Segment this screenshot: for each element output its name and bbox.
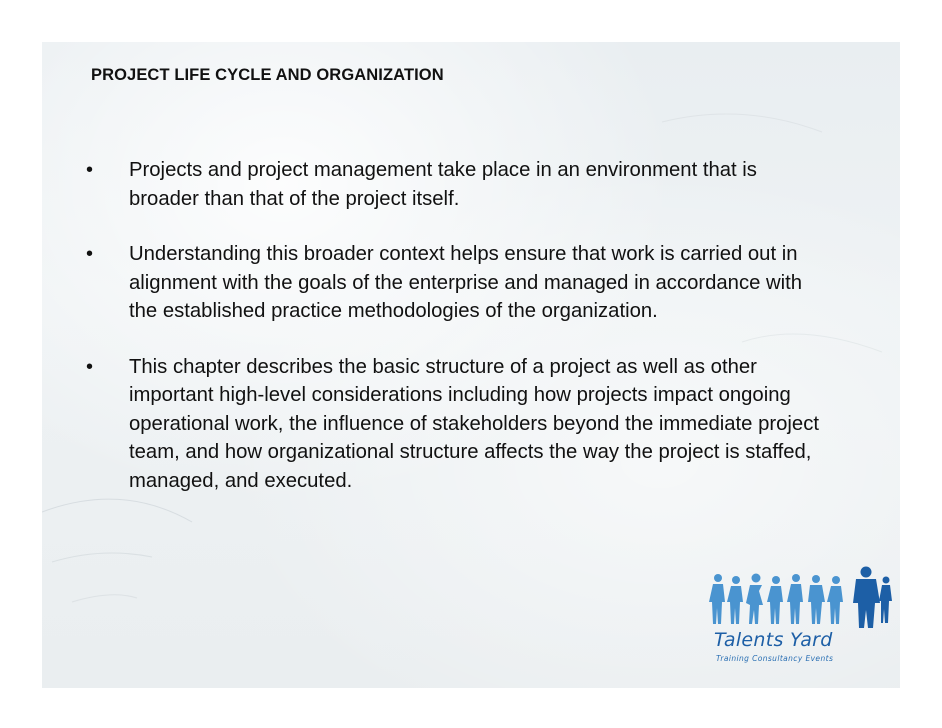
bullet-item — [42, 156, 900, 213]
bullet-text: This chapter describes the basic structure of a project as well as other important high-level considerations including how projects impact ongoing operational work, the influence of stakeholders beyond the immediate project team, and how organizational structure affects the way the project is staffed, managed, and executed. — [129, 355, 819, 492]
logo-tagline: Training Consultancy Events — [716, 654, 834, 663]
bullet-marker: • — [86, 159, 94, 181]
bullet-list — [42, 156, 900, 522]
slide — [42, 42, 900, 688]
bullet-marker: • — [86, 355, 94, 378]
bullet-text: Projects and project management take place in an environment that is broader than that of the project itself. — [129, 159, 757, 210]
bullet-item — [42, 240, 900, 326]
bullet-item — [42, 353, 900, 496]
logo-name: Talents Yard — [714, 629, 833, 651]
talents-yard-logo — [706, 566, 896, 678]
people-silhouettes-icon — [706, 566, 896, 630]
bullet-text: Understanding this broader context helps ensure that work is carried out in alignment with the goals of the enterprise and managed in accordance with the established practice methodologies of the organization. — [129, 243, 803, 322]
slide-title: PROJECT LIFE CYCLE AND ORGANIZATION — [91, 66, 444, 84]
bullet-marker: • — [86, 243, 94, 265]
